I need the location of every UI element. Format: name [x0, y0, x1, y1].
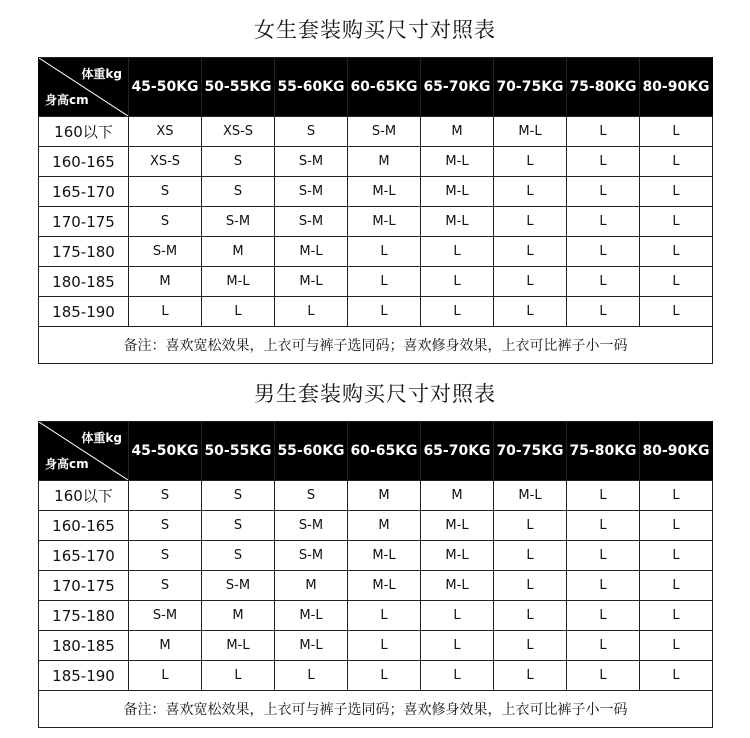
size-cell: L: [640, 297, 713, 327]
size-cell: L: [640, 177, 713, 207]
header-row: [39, 58, 713, 117]
size-cell: L: [129, 297, 202, 327]
size-cell: L: [494, 541, 567, 571]
size-cell: L: [640, 661, 713, 691]
size-cell: M: [348, 511, 421, 541]
table-row: [39, 207, 713, 237]
weight-header: 65-70KG: [421, 58, 494, 117]
size-cell: L: [640, 511, 713, 541]
size-cell: L: [494, 601, 567, 631]
height-label: 180-185: [39, 267, 129, 297]
size-cell: M-L: [275, 267, 348, 297]
size-cell: L: [567, 297, 640, 327]
size-cell: L: [494, 147, 567, 177]
size-cell: S-M: [129, 601, 202, 631]
size-cell: M-L: [275, 601, 348, 631]
size-cell: M: [421, 117, 494, 147]
men-size-table: [38, 421, 713, 728]
size-cell: M-L: [421, 511, 494, 541]
size-cell: L: [348, 631, 421, 661]
size-cell: M-L: [494, 117, 567, 147]
height-label: 180-185: [39, 631, 129, 661]
size-cell: M: [348, 147, 421, 177]
size-cell: L: [494, 237, 567, 267]
size-cell: M: [348, 481, 421, 511]
size-cell: L: [494, 661, 567, 691]
height-label: 160-165: [39, 511, 129, 541]
size-cell: S-M: [202, 207, 275, 237]
size-cell: L: [348, 267, 421, 297]
size-cell: L: [494, 511, 567, 541]
women-size-chart-title: 女生套装购买尺寸对照表: [254, 18, 496, 42]
size-cell: L: [567, 511, 640, 541]
size-cell: L: [129, 661, 202, 691]
weight-header: 50-55KG: [202, 422, 275, 481]
size-cell: L: [202, 297, 275, 327]
size-cell: L: [567, 571, 640, 601]
size-cell: L: [567, 661, 640, 691]
size-cell: S: [129, 177, 202, 207]
size-cell: L: [421, 297, 494, 327]
size-cell: L: [494, 177, 567, 207]
height-axis-label: 身高cm: [45, 457, 89, 471]
size-cell: S-M: [275, 511, 348, 541]
size-cell: M-L: [494, 481, 567, 511]
size-cell: L: [567, 631, 640, 661]
corner-cell: [39, 422, 129, 481]
size-cell: L: [640, 267, 713, 297]
weight-header: 55-60KG: [275, 422, 348, 481]
table-row: [39, 147, 713, 177]
size-cell: L: [567, 267, 640, 297]
size-cell: L: [567, 481, 640, 511]
size-cell: M-L: [348, 177, 421, 207]
size-cell: L: [421, 267, 494, 297]
size-cell: L: [275, 661, 348, 691]
size-cell: M-L: [421, 207, 494, 237]
table-row: [39, 571, 713, 601]
size-cell: L: [348, 237, 421, 267]
size-cell: L: [494, 571, 567, 601]
weight-header: 60-65KG: [348, 422, 421, 481]
height-label: 175-180: [39, 237, 129, 267]
size-cell: M-L: [348, 541, 421, 571]
weight-header: 75-80KG: [567, 58, 640, 117]
size-cell: L: [421, 237, 494, 267]
height-label: 160以下: [39, 481, 129, 511]
weight-header: 75-80KG: [567, 422, 640, 481]
size-cell: L: [640, 147, 713, 177]
header-row: [39, 422, 713, 481]
size-cell: S: [129, 481, 202, 511]
size-cell: S-M: [275, 177, 348, 207]
size-cell: S-M: [275, 207, 348, 237]
weight-header: 45-50KG: [129, 422, 202, 481]
size-cell: L: [494, 267, 567, 297]
size-cell: L: [275, 297, 348, 327]
size-cell: L: [640, 601, 713, 631]
size-cell: L: [202, 661, 275, 691]
size-cell: L: [348, 661, 421, 691]
size-cell: L: [494, 631, 567, 661]
height-label: 185-190: [39, 297, 129, 327]
weight-axis-label: 体重kg: [81, 431, 122, 445]
height-label: 185-190: [39, 661, 129, 691]
size-cell: L: [567, 541, 640, 571]
size-cell: M: [202, 237, 275, 267]
table-row: [39, 177, 713, 207]
height-label: 160以下: [39, 117, 129, 147]
height-label: 160-165: [39, 147, 129, 177]
size-cell: M: [129, 631, 202, 661]
size-cell: M-L: [421, 571, 494, 601]
size-cell: S-M: [275, 541, 348, 571]
size-cell: L: [567, 207, 640, 237]
table-row: [39, 661, 713, 691]
size-cell: S: [202, 511, 275, 541]
size-cell: L: [567, 601, 640, 631]
women-size-table: [38, 57, 713, 364]
men-size-chart-title: 男生套装购买尺寸对照表: [254, 382, 496, 406]
weight-header: 80-90KG: [640, 58, 713, 117]
size-cell: M-L: [421, 177, 494, 207]
size-cell: L: [640, 481, 713, 511]
size-cell: L: [640, 117, 713, 147]
height-label: 165-170: [39, 177, 129, 207]
size-note: 备注：喜欢宽松效果，上衣可与裤子选同码；喜欢修身效果，上衣可比裤子小一码: [39, 691, 713, 728]
size-cell: M-L: [202, 631, 275, 661]
size-cell: L: [421, 601, 494, 631]
corner-cell: [39, 58, 129, 117]
size-cell: L: [640, 207, 713, 237]
weight-header: 55-60KG: [275, 58, 348, 117]
table-row: [39, 267, 713, 297]
size-cell: S: [202, 541, 275, 571]
size-cell: S: [275, 117, 348, 147]
size-cell: S-M: [275, 147, 348, 177]
size-cell: M: [129, 267, 202, 297]
table-row: [39, 631, 713, 661]
table-row: [39, 511, 713, 541]
height-label: 170-175: [39, 207, 129, 237]
size-cell: M: [275, 571, 348, 601]
table-row: [39, 297, 713, 327]
weight-header: 60-65KG: [348, 58, 421, 117]
size-cell: S: [275, 481, 348, 511]
size-cell: M-L: [202, 267, 275, 297]
size-cell: M-L: [421, 147, 494, 177]
height-label: 170-175: [39, 571, 129, 601]
size-cell: S: [202, 177, 275, 207]
size-cell: S: [129, 511, 202, 541]
size-cell: L: [567, 147, 640, 177]
size-cell: S-M: [348, 117, 421, 147]
weight-header: 80-90KG: [640, 422, 713, 481]
size-cell: M-L: [421, 541, 494, 571]
size-cell: XS-S: [202, 117, 275, 147]
size-cell: M: [202, 601, 275, 631]
size-cell: M-L: [348, 571, 421, 601]
size-cell: S: [129, 207, 202, 237]
size-cell: XS: [129, 117, 202, 147]
size-cell: L: [494, 207, 567, 237]
height-label: 165-170: [39, 541, 129, 571]
size-cell: S: [202, 147, 275, 177]
note-row: [39, 691, 713, 728]
size-cell: L: [494, 297, 567, 327]
weight-header: 45-50KG: [129, 58, 202, 117]
table-row: [39, 541, 713, 571]
size-cell: L: [640, 237, 713, 267]
size-cell: L: [348, 601, 421, 631]
weight-header: 65-70KG: [421, 422, 494, 481]
size-cell: S-M: [202, 571, 275, 601]
weight-header: 70-75KG: [494, 58, 567, 117]
size-cell: XS-S: [129, 147, 202, 177]
height-label: 175-180: [39, 601, 129, 631]
table-row: [39, 237, 713, 267]
size-cell: L: [567, 177, 640, 207]
table-row: [39, 601, 713, 631]
table-row: [39, 481, 713, 511]
size-cell: M: [421, 481, 494, 511]
size-cell: S: [129, 541, 202, 571]
size-cell: L: [640, 571, 713, 601]
size-cell: M-L: [275, 237, 348, 267]
table-row: [39, 117, 713, 147]
size-cell: L: [567, 237, 640, 267]
size-cell: S: [129, 571, 202, 601]
weight-header: 50-55KG: [202, 58, 275, 117]
size-cell: M-L: [275, 631, 348, 661]
weight-axis-label: 体重kg: [81, 67, 122, 81]
size-cell: L: [567, 117, 640, 147]
size-cell: M-L: [348, 207, 421, 237]
size-cell: L: [348, 297, 421, 327]
size-cell: L: [640, 631, 713, 661]
height-axis-label: 身高cm: [45, 93, 89, 107]
size-cell: L: [640, 541, 713, 571]
size-cell: S: [202, 481, 275, 511]
size-note: 备注：喜欢宽松效果，上衣可与裤子选同码；喜欢修身效果，上衣可比裤子小一码: [39, 327, 713, 364]
note-row: [39, 327, 713, 364]
weight-header: 70-75KG: [494, 422, 567, 481]
size-cell: S-M: [129, 237, 202, 267]
size-cell: L: [421, 661, 494, 691]
size-cell: L: [421, 631, 494, 661]
